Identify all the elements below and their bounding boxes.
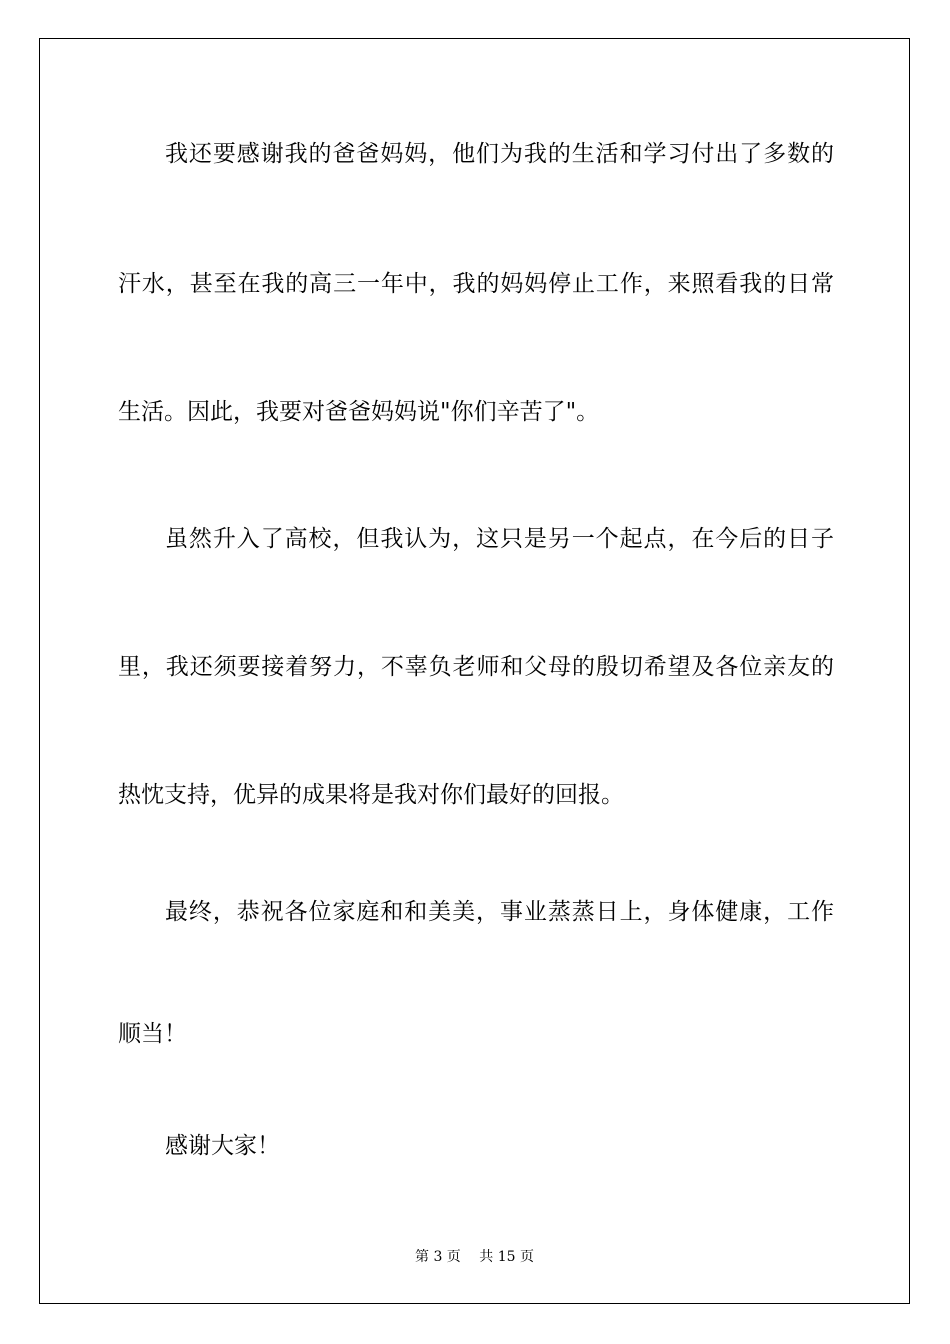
paragraph-3-line-1: 最终，恭祝各位家庭和和美美，事业蒸蒸日上，身体健康，工作	[165, 899, 834, 925]
page-number-footer: 第 3 页 共 15 页	[415, 1249, 534, 1265]
paragraph-4-line-1: 感谢大家！	[165, 1133, 280, 1159]
document-page	[39, 38, 910, 1304]
paragraph-3-line-2: 顺当！	[118, 1021, 187, 1047]
paragraph-1-line-3: 生活。因此，我要对爸爸妈妈说"你们辛苦了"。	[118, 399, 600, 425]
paragraph-1-line-1: 我还要感谢我的爸爸妈妈，他们为我的生活和学习付出了多数的	[165, 141, 834, 167]
paragraph-2-line-3: 热忱支持，优异的成果将是我对你们最好的回报。	[118, 782, 624, 808]
paragraph-2-line-2: 里，我还须要接着努力，不辜负老师和父母的殷切希望及各位亲友的	[118, 654, 834, 680]
paragraph-2-line-1: 虽然升入了高校，但我认为，这只是另一个起点，在今后的日子	[165, 526, 834, 552]
paragraph-1-line-2: 汗水，甚至在我的高三一年中，我的妈妈停止工作，来照看我的日常	[118, 271, 834, 297]
